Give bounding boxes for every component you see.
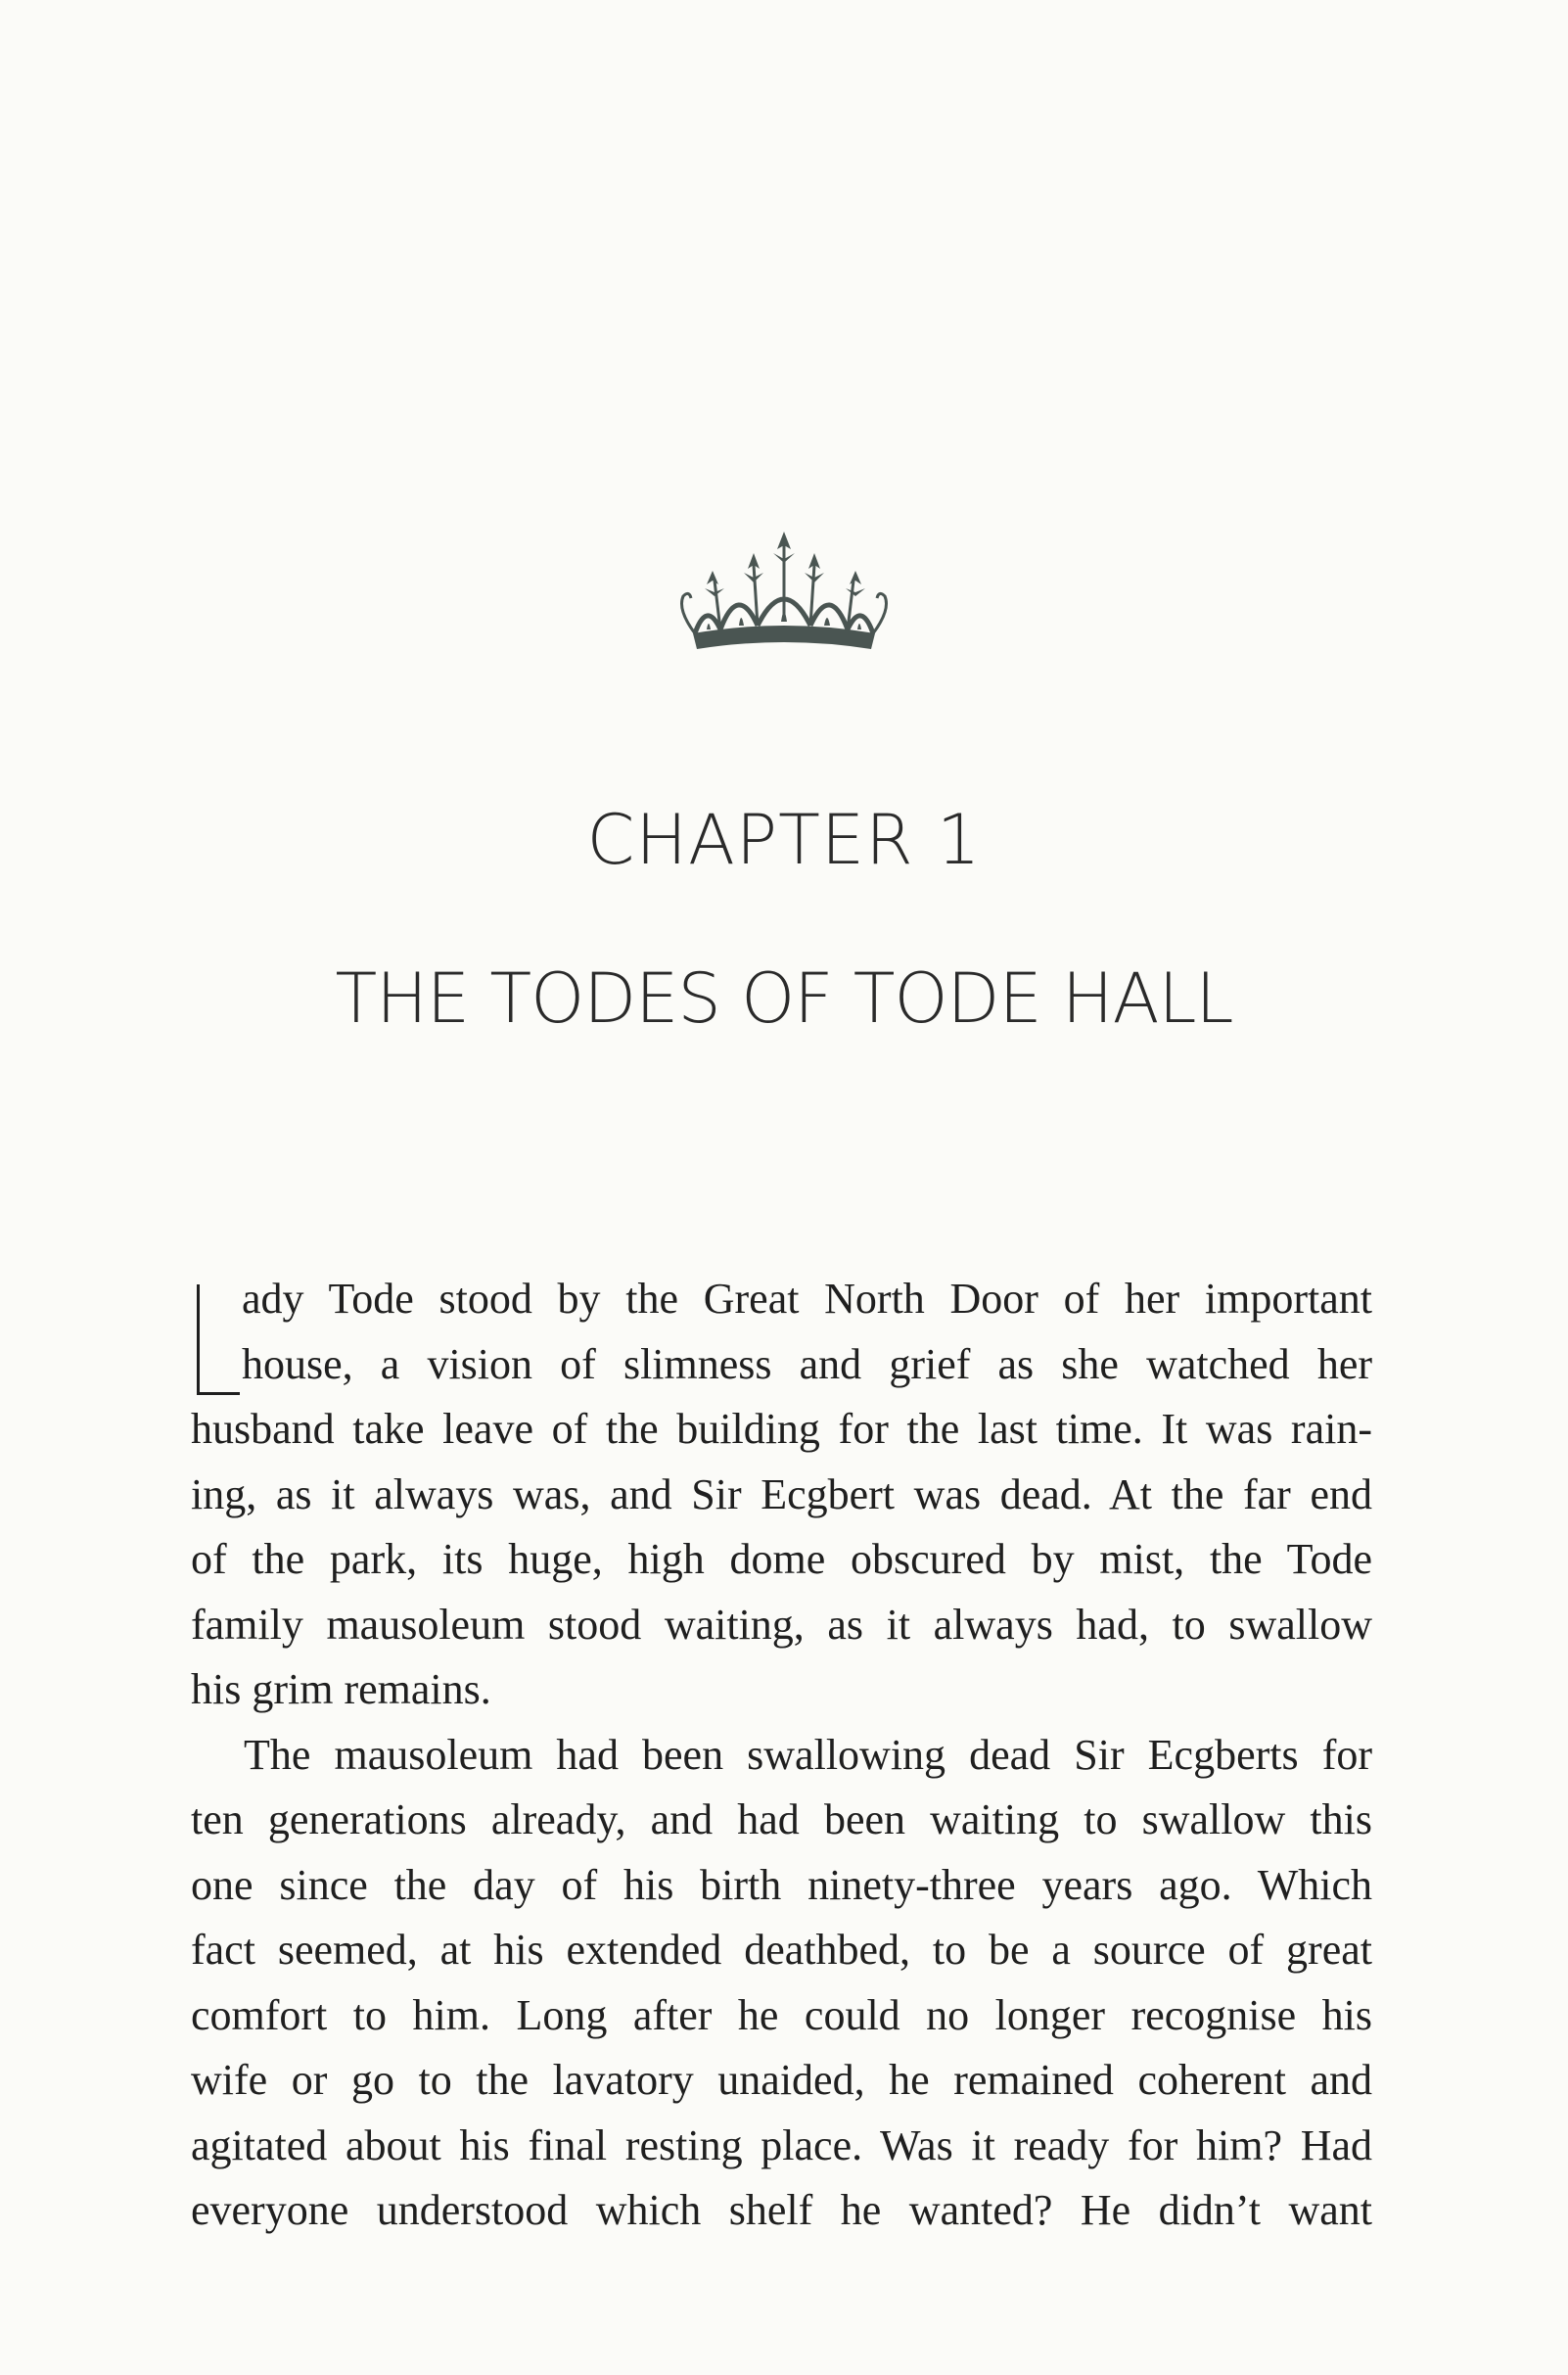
body-line: everyone understood which shelf he wanted? He didn’t want: [191, 2186, 1372, 2234]
body-line: fact seemed, at his extended deathbed, to be a source of great: [191, 1926, 1372, 1974]
paragraph-1: [191, 1267, 1372, 1723]
body-line: ady Tode stood by the Great North Door of her important: [191, 1267, 1372, 1332]
chapter-number: CHAPTER 1: [586, 800, 982, 880]
body-line: comfort to him. Long after he could no longer recognise his: [191, 1990, 1372, 2039]
body-line: The mausoleum had been swallowing dead Sir Ecgberts for: [244, 1730, 1372, 1779]
body-line: one since the day of his birth ninety-three years ago. Which: [191, 1860, 1372, 1909]
body-line: agitated about his final resting place. Was it ready for him? Had: [191, 2120, 1372, 2169]
crown-icon: [656, 524, 912, 671]
body-line: family mausoleum stood waiting, as it always had, to swallow: [191, 1600, 1372, 1649]
body-line: of the park, its huge, high dome obscured by mist, the Tode: [191, 1535, 1372, 1583]
body-line: husband take leave of the building for the last time. It was rain-: [191, 1405, 1372, 1453]
body-line: house, a vision of slimness and grief as she watched her: [242, 1339, 1372, 1388]
chapter-title: THE TODES OF TODE HALL: [335, 958, 1233, 1039]
body-line: his grim remains.: [191, 1665, 491, 1713]
body-line: wife or go to the lavatory unaided, he remained coherent and: [191, 2056, 1372, 2104]
body-line: ten generations already, and had been waiting to swallow this: [191, 1795, 1372, 1843]
paragraph-2: [191, 1723, 1372, 2244]
chapter-body: [191, 1267, 1372, 2244]
body-line: ing, as it always was, and Sir Ecgbert was dead. At the far end: [191, 1469, 1372, 1518]
